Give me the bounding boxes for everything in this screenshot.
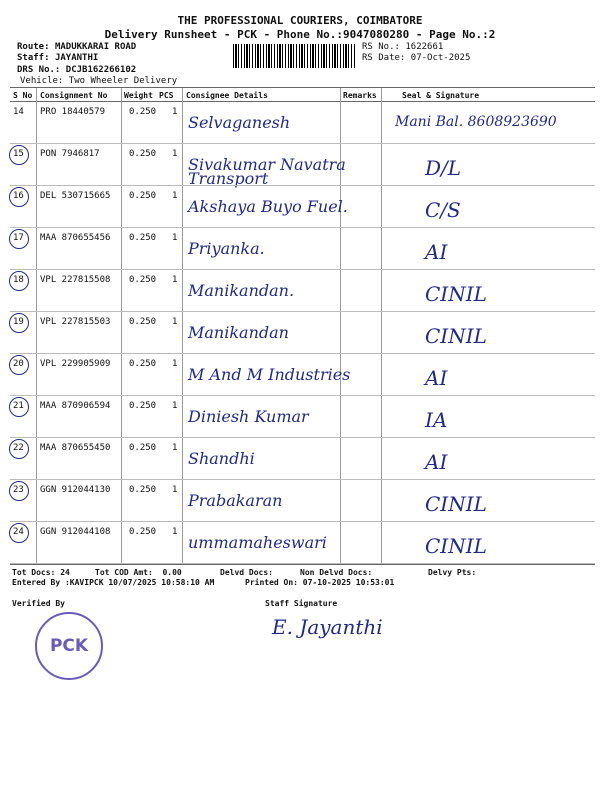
col-sno: S No <box>13 91 33 100</box>
row-consignment: MAA 870906594 <box>40 401 111 411</box>
row-seal-signature: CINIL <box>425 534 487 558</box>
row-sno: 16 <box>13 191 24 201</box>
vehicle-line: Vehicle: Two Wheeler Delivery <box>20 76 178 86</box>
staff-signature: E. Jayanthi <box>272 615 383 639</box>
sno-circle-mark <box>9 313 29 333</box>
printed-on: Printed On: 07-10-2025 10:53:01 <box>245 578 395 587</box>
col-weight: Weight <box>124 91 153 100</box>
row-seal-signature: IA <box>425 408 448 432</box>
table-bottom-rule <box>10 564 595 565</box>
row-sno: 23 <box>13 485 24 495</box>
row-consignee-handwritten: M And M Industries <box>188 365 351 384</box>
row-weight: 0.250 <box>129 527 157 537</box>
row-seal-signature: CINIL <box>425 282 487 306</box>
row-consignment: MAA 870655450 <box>40 443 111 453</box>
non-delvd-docs: Non Delvd Docs: <box>300 568 373 577</box>
entered-by: Entered By :KAVIPCK 10/07/2025 10:58:10 AM <box>12 578 215 587</box>
row-pcs: 1 <box>172 443 178 453</box>
row-sno: 21 <box>13 401 24 411</box>
rs-no-value: 1622661 <box>405 42 444 52</box>
col-consignment: Consignment No <box>40 91 108 100</box>
row-consignment: PON 7946817 <box>40 149 100 159</box>
sno-circle-mark <box>9 187 29 207</box>
row-consignee-handwritten: Manikandan <box>188 323 289 342</box>
row-seal-signature: AI <box>425 366 448 390</box>
row-consignment: GGN 912044130 <box>40 485 111 495</box>
row-weight: 0.250 <box>129 485 157 495</box>
row-pcs: 1 <box>172 317 178 327</box>
col-consignee: Consignee Details <box>186 91 268 100</box>
barcode <box>233 44 356 68</box>
table-row <box>10 312 595 354</box>
drs-line: DRS No.: DCJB162266102 <box>17 65 137 75</box>
drs-value: DCJB162266102 <box>65 65 137 75</box>
row-weight: 0.250 <box>129 359 157 369</box>
row-consignee-handwritten: Diniesh Kumar <box>188 407 309 426</box>
table-row <box>10 270 595 312</box>
row-consignee-handwritten: Prabakaran <box>188 491 283 510</box>
row-seal-signature: D/L <box>425 156 462 180</box>
row-sno: 14 <box>13 107 24 117</box>
row-consignee-handwritten: Sivakumar Navatra Transport <box>188 155 346 188</box>
tot-docs: Tot Docs: 24 <box>12 568 70 577</box>
col-pcs: PCS <box>159 91 174 100</box>
table-row <box>10 396 595 438</box>
table-row <box>10 102 595 144</box>
row-consignment: VPL 227815503 <box>40 317 111 327</box>
row-pcs: 1 <box>172 233 178 243</box>
table-top-rule <box>10 87 595 88</box>
row-sno: 19 <box>13 317 24 327</box>
row-seal-signature: AI <box>425 240 448 264</box>
table-row <box>10 480 595 522</box>
row-weight: 0.250 <box>129 443 157 453</box>
row-pcs: 1 <box>172 485 178 495</box>
row-consignee-handwritten: Shandhi <box>188 449 255 468</box>
row-sno: 18 <box>13 275 24 285</box>
staff-value: JAYANTHI <box>54 53 99 63</box>
row-seal-signature: CINIL <box>425 324 487 348</box>
row-pcs: 1 <box>172 191 178 201</box>
row-consignee-handwritten: Akshaya Buyo Fuel. <box>188 197 348 216</box>
row-seal-signature: Mani Bal. 8608923690 <box>395 114 557 130</box>
row-seal-signature: CINIL <box>425 492 487 516</box>
company-title: THE PROFESSIONAL COURIERS, COIMBATORE <box>177 14 423 27</box>
row-consignment: VPL 227815508 <box>40 275 111 285</box>
sno-circle-mark <box>9 229 29 249</box>
row-seal-signature: C/S <box>425 198 461 222</box>
staff-signature-label: Staff Signature <box>265 599 338 608</box>
row-sno: 24 <box>13 527 24 537</box>
runsheet-subtitle: Delivery Runsheet - PCK - Phone No.:9047080280 - Page No.:2 <box>104 28 496 41</box>
row-sno: 22 <box>13 443 24 453</box>
row-weight: 0.250 <box>129 233 157 243</box>
col-seal: Seal & Signature <box>402 91 480 100</box>
sno-circle-mark <box>9 145 29 165</box>
rs-no-line: RS No.: 1622661 <box>362 42 444 52</box>
row-consignment: GGN 912044108 <box>40 527 111 537</box>
row-consignment: VPL 229905909 <box>40 359 111 369</box>
row-pcs: 1 <box>172 275 178 285</box>
table-row <box>10 438 595 480</box>
row-pcs: 1 <box>172 107 178 117</box>
delvy-pts: Delvy Pts: <box>428 568 477 577</box>
row-weight: 0.250 <box>129 191 157 201</box>
verified-by-label: Verified By <box>12 599 65 608</box>
rs-date-value: 07-Oct-2025 <box>410 53 471 63</box>
pck-stamp: PCK <box>35 612 103 680</box>
col-remarks: Remarks <box>343 91 377 100</box>
staff-line: Staff: JAYANTHI <box>17 53 99 63</box>
sno-circle-mark <box>9 481 29 501</box>
vehicle-value: Two Wheeler Delivery <box>68 76 178 86</box>
table-row <box>10 144 595 186</box>
row-consignee-handwritten: Selvaganesh <box>188 113 291 132</box>
sno-circle-mark <box>9 439 29 459</box>
sno-circle-mark <box>9 355 29 375</box>
row-pcs: 1 <box>172 527 178 537</box>
table-row <box>10 522 595 564</box>
rs-date-line: RS Date: 07-Oct-2025 <box>362 53 471 63</box>
row-consignment: PRO 18440579 <box>40 107 106 117</box>
row-weight: 0.250 <box>129 317 157 327</box>
delvd-docs: Delvd Docs: <box>220 568 273 577</box>
tot-cod: Tot COD Amt: 0.00 <box>95 568 182 577</box>
row-pcs: 1 <box>172 401 178 411</box>
row-pcs: 1 <box>172 359 178 369</box>
table-row <box>10 186 595 228</box>
row-consignee-handwritten: Manikandan. <box>188 281 295 300</box>
row-weight: 0.250 <box>129 401 157 411</box>
row-sno: 17 <box>13 233 24 243</box>
table-row <box>10 228 595 270</box>
table-row <box>10 354 595 396</box>
row-consignment: MAA 870655456 <box>40 233 111 243</box>
row-weight: 0.250 <box>129 107 157 117</box>
row-weight: 0.250 <box>129 149 157 159</box>
row-consignee-handwritten: ummamaheswari <box>188 533 327 552</box>
route-value: MADUKKARAI ROAD <box>54 42 137 52</box>
row-seal-signature: AI <box>425 450 448 474</box>
row-consignee-handwritten: Priyanka. <box>188 239 265 258</box>
sno-circle-mark <box>9 523 29 543</box>
sno-circle-mark <box>9 271 29 291</box>
sno-circle-mark <box>9 397 29 417</box>
row-sno: 20 <box>13 359 24 369</box>
route-line: Route: MADUKKARAI ROAD <box>17 42 137 52</box>
row-consignment: DEL 530715665 <box>40 191 111 201</box>
row-sno: 15 <box>13 149 24 159</box>
row-weight: 0.250 <box>129 275 157 285</box>
row-pcs: 1 <box>172 149 178 159</box>
